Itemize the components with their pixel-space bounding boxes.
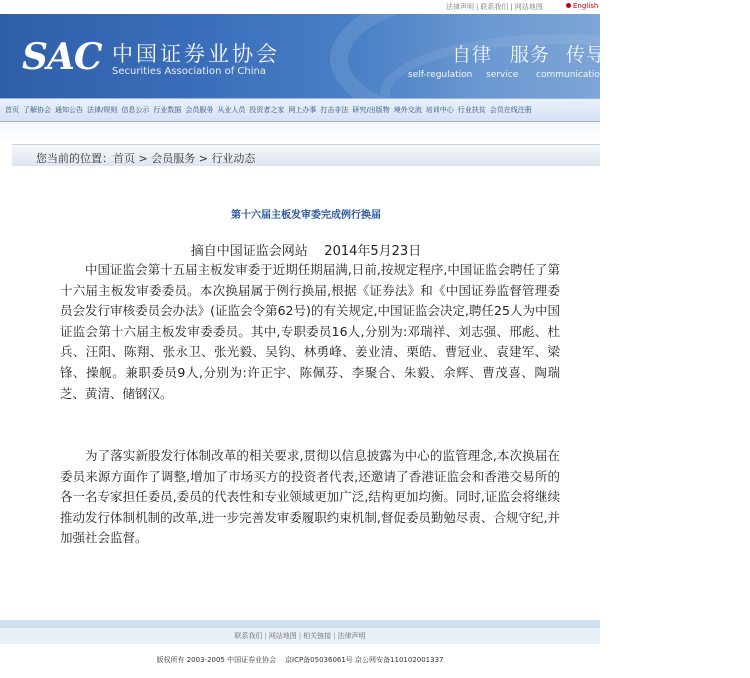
article-paragraph: 为了落实新股发行体制改革的相关要求,贯彻以信息披露为中心的监管理念,本次换届在委员来源方面作了调整,增加了市场买方的投资者代表,还邀请了香港证监会和香港交易所的各一名专家担任委员,委员的代表性和专业领域更加广泛,结构更加均衡。同时,证监会将继续推动发行体制机制的改革,进一步完善发审委履职约束机制,督促委员勤勉尽责、合规守纪,并加强社会监督。 [60, 448, 560, 546]
slogan-communication: 传导 [566, 44, 607, 66]
article-source: 摘自中国证监会网站 2014年5月23日 [190, 244, 422, 259]
breadcrumb-home[interactable]: 首页 [113, 152, 135, 165]
slogan-en-service: service [486, 70, 519, 80]
spacer-band [0, 122, 600, 144]
breadcrumb-separator: > [198, 152, 208, 165]
nav-item-member-registration[interactable]: 会员在线注册 [489, 106, 532, 114]
nav-item-home[interactable]: 首页 [5, 106, 19, 114]
nav-item-training[interactable]: 培训中心 [425, 106, 454, 114]
nav-item-poverty-relief[interactable]: 行业扶贫 [457, 106, 486, 114]
nav-item-disclosure[interactable]: 信息公示 [121, 106, 150, 114]
divider: | [298, 632, 302, 640]
breadcrumb [36, 150, 255, 166]
footer-related-link[interactable]: 相关链接 [303, 632, 332, 640]
breadcrumb-prefix: 您当前的位置： [36, 152, 113, 165]
nav-item-anti-illegal[interactable]: 打击非法 [320, 106, 349, 114]
footer-sitemap-link[interactable]: 网站地图 [268, 632, 297, 640]
nav-item-rules[interactable]: 法律/规则 [87, 106, 118, 114]
nav-item-data[interactable]: 行业数据 [153, 106, 182, 114]
contact-us-link[interactable]: 联系我们 [480, 3, 509, 11]
divider: | [510, 3, 513, 11]
legal-notice-link[interactable]: 法律声明 [446, 3, 474, 11]
divider: | [476, 3, 479, 11]
nav-item-research[interactable]: 研究/出版物 [352, 106, 390, 114]
divider: | [264, 632, 267, 640]
article-paragraph: 中国证监会第十五届主板发审委于近期任期届满,日前,按规定程序,中国证监会聘任了第十六届主板发审委委员。本次换届属于例行换届,根据《证券法》和《中国证券监督管理委员会发行审核委员会办法》(证监会令第62号)的有关规定,中国证监会决定,聘任25人为中国证监会第十六届主板发审委委员。其中,专职委员16人,分别为:邓瑞祥、刘志强、邢彪、杜兵、汪阳、陈翔、张永卫、张光毅、吴钧、林勇峰、姜业清、栗皓、曹冠业、袁建军、梁锋、操舰。兼职委员9人,分别为:许正宇、陈佩芬、李聚合、朱毅、余辉、曹茂喜、陶瑞芝、黄清、储钢汉。 [60, 262, 560, 401]
logo-english-name: Securities Association of China [112, 66, 266, 77]
nav-item-practitioners[interactable]: 从业人员 [217, 106, 246, 114]
nav-item-notices[interactable]: 通知公告 [55, 106, 83, 114]
nav-item-international[interactable]: 境外交流 [393, 106, 422, 114]
footer-contact-link[interactable]: 联系我们 [234, 632, 263, 640]
copyright: 版权所有 2003-2005 中国证券业协会 京ICP备05036061号 京公网安备110102001337 [156, 656, 444, 664]
slogan-self-regulation: 自律 [452, 44, 493, 66]
nav-list [0, 99, 600, 115]
logo-chinese-name: 中国证券业协会 [112, 42, 280, 66]
article-title: 第十六届主板发审委完成例行换届 [231, 210, 381, 221]
footer-legal-link[interactable]: 法律声明 [337, 632, 366, 640]
slogan-en-self-regulation: self-regulation [408, 70, 473, 80]
footer-links [0, 628, 600, 644]
nav-item-online-services[interactable]: 网上办事 [288, 106, 317, 114]
slogan-service: 服务 [510, 44, 551, 66]
breadcrumb-bar [12, 144, 600, 166]
nav-item-about[interactable]: 了解协会 [23, 106, 51, 114]
header-banner [0, 14, 607, 98]
article-container [12, 166, 600, 620]
sitemap-link[interactable]: 网站地图 [514, 3, 543, 11]
main-nav [0, 98, 600, 122]
breadcrumb-industry-news[interactable]: 行业动态 [211, 152, 256, 165]
nav-item-member-services[interactable]: 会员服务 [185, 106, 214, 114]
logo[interactable]: SAC [22, 36, 102, 78]
breadcrumb-separator: > [138, 152, 148, 165]
language-label: English [573, 2, 599, 10]
slogan-en-communication: communication [536, 70, 606, 80]
breadcrumb-member-services[interactable]: 会员服务 [151, 152, 196, 165]
footer-divider [0, 620, 600, 628]
nav-item-investors[interactable]: 投资者之家 [249, 106, 285, 114]
divider: | [333, 632, 336, 640]
